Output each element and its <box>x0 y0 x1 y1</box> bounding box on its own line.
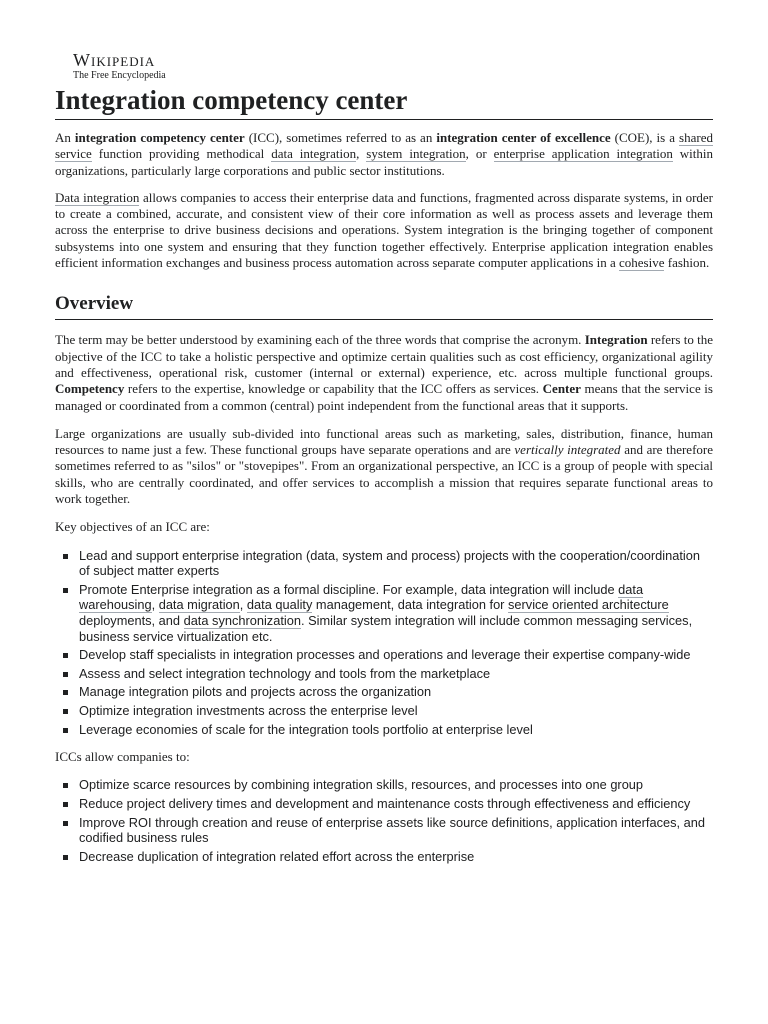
allow-list <box>55 777 713 864</box>
list-item: Leverage economies of scale for the integration tools portfolio at enterprise level <box>79 722 713 738</box>
text: allows companies to access their enterprise data and functions, fragmented across disparate systems, in order to create a combined, accurate, and consistent view of their core information as well as process assets and leverage them across the enterprise to drive business decisions and operations. System integration is the bringing together of component subsystems into one system and ensuring that they function together effectively. Enterprise application integration enables efficient information exchanges and business process automation across separate computer applications in a <box>55 189 713 271</box>
text: The term may be better understood by examining each of the three words that comprise the acronym. <box>55 332 585 348</box>
logo-tagline: The Free Encyclopedia <box>73 70 166 81</box>
article-body <box>55 130 713 867</box>
text: (COE), is a <box>610 130 680 145</box>
list-item: Lead and support enterprise integration (data, system and process) projects with the cooperation/coordination of subject matter experts <box>79 548 713 579</box>
objectives-intro: Key objectives of an ICC are: <box>55 519 210 535</box>
text: refers to the expertise, knowledge or capability that the ICC offers as services. <box>124 381 543 397</box>
link-data-warehousing[interactable]: data warehousing <box>79 581 644 613</box>
list-item: Optimize integration investments across the enterprise level <box>79 703 713 719</box>
text: , or <box>465 146 494 162</box>
link-system-integration[interactable]: system integration <box>366 146 466 162</box>
text: , <box>239 597 247 613</box>
section-heading-overview: Overview <box>55 291 713 320</box>
bold-term: Integration <box>584 332 648 348</box>
list-item: Reduce project delivery times and development and maintenance costs through effectiveness and efficiency <box>79 796 713 812</box>
overview-paragraph-1 <box>55 332 713 413</box>
text: An <box>55 130 75 145</box>
link-shared-service[interactable]: shared service <box>55 130 713 162</box>
text: , <box>151 597 159 613</box>
text: function providing methodical <box>91 146 272 162</box>
text: , <box>356 146 367 162</box>
logo-wordmark: Wikipedia <box>73 50 156 70</box>
text: within organizations, particularly large corporations and public sector institutions. <box>55 146 713 178</box>
text: means that the service is managed or coordinated from a common (central) point independent from the functional areas that it supports. <box>55 381 713 413</box>
link-service-oriented-architecture[interactable]: service oriented architecture <box>508 597 669 613</box>
link-data-synchronization[interactable]: data synchronization <box>183 613 301 629</box>
text: and are therefore sometimes referred to as "silos" or "stovepipes". From an organizational perspective, an ICC is a group of people with special skills, who are centrally coordinated, and offer services to accomplish a mission that requires separate functional areas to work together. <box>55 442 713 507</box>
overview-paragraph-2 <box>55 426 713 507</box>
text: . Similar system integration will include common messaging services, business service virtualization etc. <box>79 613 693 644</box>
italic-term: vertically integrated <box>514 442 621 458</box>
link-data-quality[interactable]: data quality <box>246 597 313 613</box>
intro-paragraph-2 <box>55 190 713 271</box>
objectives-list <box>55 548 713 738</box>
list-item <box>79 582 713 644</box>
bold-term: Competency <box>55 381 125 397</box>
bold-term: Center <box>542 381 581 397</box>
list-item: Develop staff specialists in integration processes and operations and leverage their expertise company-wide <box>79 647 713 663</box>
link-enterprise-application-integration[interactable]: enterprise application integration <box>493 146 673 162</box>
intro-paragraph-1 <box>55 130 713 179</box>
link-data-migration[interactable]: data migration <box>158 597 240 613</box>
list-item: Decrease duplication of integration related effort across the enterprise <box>79 849 713 865</box>
link-cohesive[interactable]: cohesive <box>619 255 665 271</box>
wikipedia-logo[interactable] <box>73 50 166 82</box>
page-title: Integration competency center <box>55 81 713 120</box>
link-data-integration[interactable]: Data integration <box>55 189 140 205</box>
list-item: Manage integration pilots and projects across the organization <box>79 684 713 700</box>
bold-term: integration competency center <box>74 130 245 145</box>
link-data-integration[interactable]: data integration <box>271 146 357 162</box>
text: fashion. <box>664 255 710 271</box>
list-item: Assess and select integration technology and tools from the marketplace <box>79 666 713 682</box>
text: Promote Enterprise integration as a formal discipline. For example, data integration will include <box>79 581 619 597</box>
list-item: Optimize scarce resources by combining integration skills, resources, and processes into one group <box>79 777 713 793</box>
text: management, data integration for <box>312 597 509 613</box>
text: deployments, and <box>79 613 184 629</box>
text: Large organizations are usually sub-divided into functional areas such as marketing, sales, distribution, finance, human resources to name just a few. These functional groups have separate operations and are <box>55 425 713 458</box>
text: (ICC), sometimes referred to as an <box>244 130 437 145</box>
allow-intro: ICCs allow companies to: <box>55 749 190 765</box>
list-item: Improve ROI through creation and reuse of enterprise assets like source definitions, application interfaces, and codified business rules <box>79 815 713 846</box>
bold-term: integration center of excellence <box>436 130 611 145</box>
text: refers to the objective of the ICC to take a holistic perspective and optimize certain qualities such as cost efficiency, organizational agility and effectiveness, operational risk, customer (internal or external) experience, etc. across multiple functional groups. <box>55 332 713 380</box>
